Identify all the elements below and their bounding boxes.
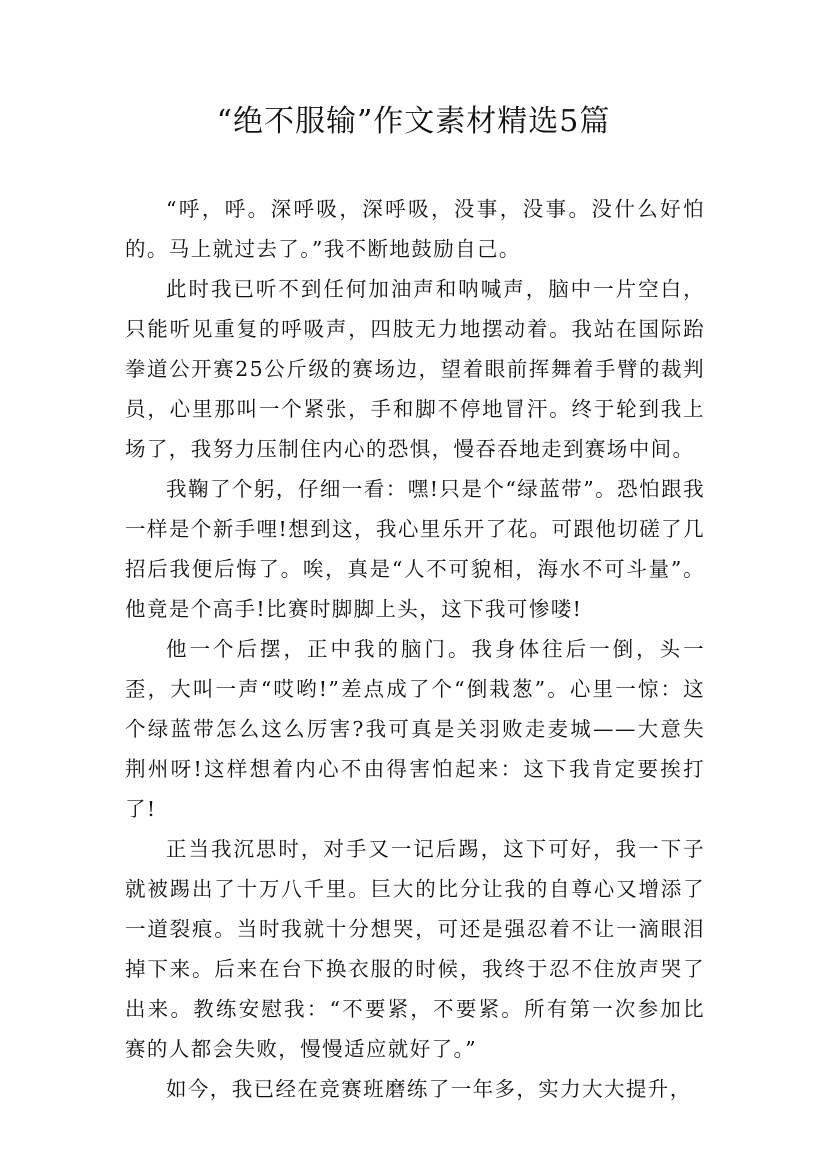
paragraph: “呼，呼。深呼吸，深呼吸，没事，没事。没什么好怕的。马上就过去了。”我不断地鼓励自己。 [125,197,705,261]
paragraph: 正当我沉思时，对手又一记后踢，这下可好，我一下子就被踢出了十万八千里。巨大的比分让我的自尊心又增添了一道裂痕。当时我就十分想哭，可还是强忍着不让一滴眼泪掉下来。后来在台下换衣服的时候，我终于忍不住放声哭了出来。教练安慰我：“不要紧，不要紧。所有第一次参加比赛的人都会失败，慢慢适应就好了。” [125,837,705,1061]
document-body [125,189,705,1109]
paragraph: 我鞠了个躬，仔细一看：嘿!只是个“绿蓝带”。恐怕跟我一样是个新手哩!想到这，我心里乐开了花。可跟他切磋了几招后我便后悔了。唉，真是“人不可貌相，海水不可斗量”。他竟是个高手!比赛时脚脚上头，这下我可惨喽! [125,477,705,621]
paragraph: 此时我已听不到任何加油声和呐喊声，脑中一片空白，只能听见重复的呼吸声，四肢无力地摆动着。我站在国际跆拳道公开赛25公斤级的赛场边，望着眼前挥舞着手臂的裁判员，心里那叫一个紧张，手和脚不停地冒汗。终于轮到我上场了，我努力压制住内心的恐惧，慢吞吞地走到赛场中间。 [125,277,705,461]
paragraph: 他一个后摆，正中我的脑门。我身体往后一倒，头一歪，大叫一声“哎哟!”差点成了个“倒栽葱”。心里一惊：这个绿蓝带怎么这么厉害?我可真是关羽败走麦城——大意失荆州呀!这样想着内心不由得害怕起来：这下我肯定要挨打了! [125,637,705,821]
paragraph: 如今，我已经在竞赛班磨练了一年多，实力大大提升， [166,1077,692,1101]
document-title: “绝不服输”作文素材精选5篇 [216,104,611,139]
